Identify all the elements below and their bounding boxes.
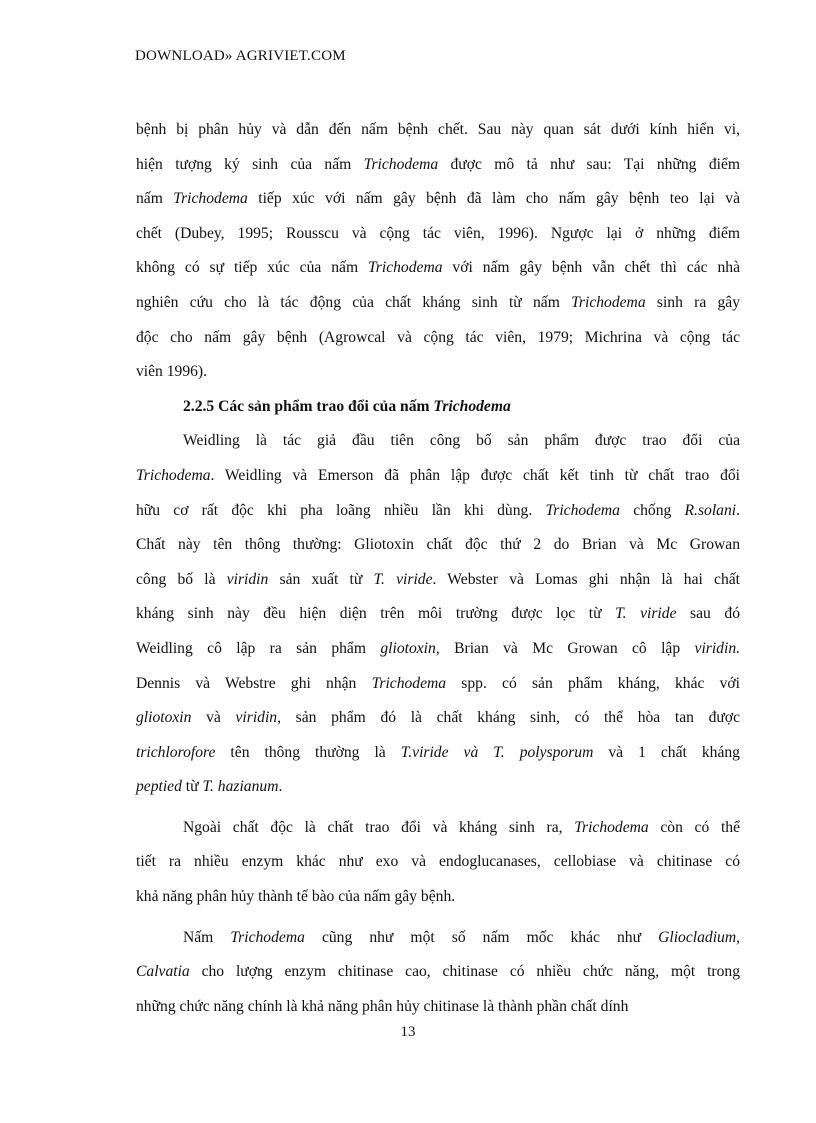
italic-text: viridin — [226, 570, 269, 588]
text-run: tên thông thường là — [215, 743, 401, 761]
text-run: sản xuất từ — [268, 570, 374, 588]
text-line — [136, 667, 740, 702]
italic-text: R.solani — [684, 501, 737, 519]
text-run: không có sự tiếp xúc của nấm — [136, 259, 368, 277]
paragraph — [136, 424, 740, 805]
italic-text: Calvatia — [136, 963, 190, 981]
text-run: Weidling là tác giả đầu tiên công bố sản phẩm được trao đổi của — [183, 432, 740, 450]
text-run: cho lượng enzym chitinase cao, chitinase có nhiều chức năng, một trong — [189, 963, 740, 981]
text-run: được mô tả như sau: Tại những điểm — [438, 155, 741, 173]
text-run: công bố là — [136, 570, 227, 588]
italic-text: viridin. — [694, 639, 741, 657]
italic-text: Trichodema — [371, 674, 447, 692]
text-run: Nấm — [183, 928, 231, 946]
text-line — [136, 632, 740, 667]
italic-text: Trichodema — [363, 155, 439, 173]
italic-text: Trichodema — [368, 259, 443, 277]
text-run: tiếp xúc với nấm gây bệnh đã làm cho nấm gây bệnh teo lại và — [247, 190, 740, 208]
text-run: bệnh bị phân hủy và dẫn đến nấm bệnh chết. Sau này quan sát dưới kính hiển vi, — [136, 121, 740, 138]
text-line — [136, 845, 740, 880]
italic-text: T.viride và T. polysporum — [400, 743, 594, 761]
text-line — [136, 811, 740, 846]
text-run: độc cho nấm gây bệnh (Agrowcal và cộng tác viên, 1979; Michrina và cộng tác — [136, 328, 740, 346]
text-line — [136, 528, 740, 563]
paragraph — [136, 921, 740, 1025]
text-run: . — [736, 501, 740, 519]
text-line — [136, 390, 740, 425]
text-run: . — [278, 778, 283, 796]
italic-text: gliotoxin — [136, 709, 192, 727]
text-run: hiện tượng ký sinh của nấm — [136, 155, 364, 173]
text-run: và — [191, 709, 236, 727]
italic-text: Trichodema — [230, 928, 305, 946]
text-run: khả năng phân hủy thành tế bào của nấm gây bệnh. — [136, 888, 456, 906]
italic-text: Trichodema — [571, 293, 646, 311]
page-number: 13 — [400, 1024, 416, 1040]
text-run: kháng sinh này đều hiện diện trên môi trường được lọc từ — [136, 605, 616, 623]
italic-text: Trichodema — [173, 190, 248, 208]
text-run: nấm — [136, 190, 174, 208]
text-line — [136, 217, 740, 252]
text-run: , Brian và Mc Growan cô lập — [435, 639, 695, 657]
text-run: Chất này tên thông thường: Gliotoxin chất độc thứ 2 do Brian và Mc Growan — [136, 536, 740, 554]
text-run: từ — [181, 778, 203, 796]
text-line — [136, 955, 740, 990]
italic-text: viridin — [235, 709, 278, 727]
text-line — [136, 182, 740, 217]
text-line — [136, 494, 740, 529]
paragraph — [136, 113, 740, 390]
italic-text: Trichodema — [136, 466, 211, 484]
italic-text: T. hazianum — [202, 778, 279, 796]
text-line — [136, 148, 740, 183]
text-run: sau đó — [676, 605, 741, 623]
text-run: viên 1996). — [136, 363, 208, 381]
section-heading — [136, 390, 740, 425]
text-run: tiết ra nhiều enzym khác như exo và endoglucanases, cellobiase và chitinase có — [136, 853, 740, 871]
text-run: và 1 chất kháng — [593, 743, 740, 761]
text-run: 2.2.5 Các sản phẩm trao đổi của nấm — [183, 397, 434, 415]
text-line — [136, 459, 740, 494]
text-run: spp. có sản phẩm kháng, khác với — [446, 674, 741, 692]
italic-text: trichlorofore — [136, 743, 216, 761]
text-line — [136, 424, 740, 459]
text-line — [136, 736, 740, 771]
text-run: Dennis và Webstre ghi nhận — [136, 674, 372, 692]
text-line — [136, 921, 740, 956]
page-header: DOWNLOAD» AGRIVIET.COM — [135, 48, 346, 64]
text-line — [136, 321, 740, 356]
text-line — [136, 251, 740, 286]
text-line — [136, 355, 740, 390]
italic-text: Trichodema — [545, 501, 620, 519]
text-run: hữu cơ rất độc khi pha loãng nhiều lần khi dùng. — [136, 501, 546, 519]
text-line — [136, 286, 740, 321]
text-run: với nấm gây bệnh vẫn chết thì các nhà — [442, 259, 740, 277]
italic-text: Trichodema — [574, 818, 649, 836]
text-run: . Weidling và Emerson đã phân lập được chất kết tinh từ chất trao đổi — [210, 466, 740, 484]
italic-text: peptied — [136, 778, 182, 796]
text-line — [136, 770, 740, 805]
text-line — [136, 990, 740, 1025]
text-run: chống — [619, 501, 685, 519]
italic-text: T. viride — [615, 605, 677, 623]
paragraph — [136, 811, 740, 915]
document-body — [136, 113, 740, 1024]
text-run: sinh ra gây — [645, 293, 741, 311]
text-line — [136, 880, 740, 915]
text-run: chết (Dubey, 1995; Rousscu và cộng tác viên, 1996). Ngược lại ở những điểm — [136, 224, 740, 242]
text-line — [136, 597, 740, 632]
text-line — [136, 563, 740, 598]
text-line — [136, 113, 740, 148]
text-run: Ngoài chất độc là chất trao đổi và kháng sinh ra, — [183, 818, 575, 836]
text-run: nghiên cứu cho là tác động của chất kháng sinh từ nấm — [136, 293, 572, 311]
italic-text: Gliocladium, — [658, 928, 740, 946]
italic-text: T. viride — [373, 570, 433, 588]
text-run: những chức năng chính là khả năng phân hủy chitinase là thành phần chất dính — [136, 997, 629, 1015]
italic-text: gliotoxin — [380, 639, 436, 657]
text-run: Weidling cô lập ra sản phẩm — [136, 639, 381, 657]
text-run: , sản phẩm đó là chất kháng sinh, có thể hòa tan được — [277, 709, 741, 727]
text-line — [136, 701, 740, 736]
text-run: còn có thể — [648, 818, 740, 836]
text-run: cũng như một số nấm mốc khác như — [304, 928, 659, 946]
text-run: . Webster và Lomas ghi nhận là hai chất — [432, 570, 741, 588]
italic-text: Trichodema — [433, 397, 511, 415]
